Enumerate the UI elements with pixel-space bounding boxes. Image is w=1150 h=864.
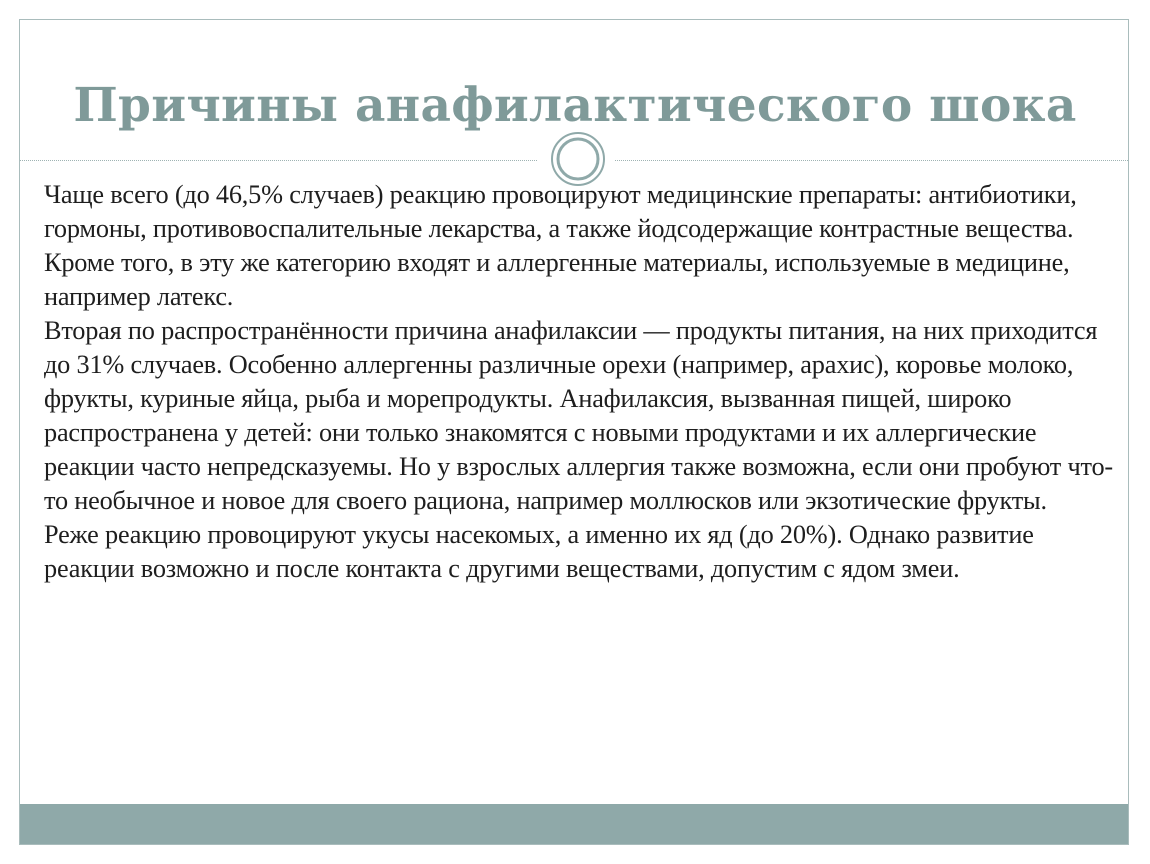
body-paragraph-food: Вторая по распространённости причина анафилаксии — продукты питания, на них приходится до 31% случаев. Особенно аллергенны различные орехи (например, арахис), коровье молоко, фрукты, куриные яйца, рыба и морепродукты. Анафилаксия, вызванная пищей, широко распространена у детей: они только знакомятся с новыми продуктами и их аллергические реакции часто непредсказуемы. Но у взрослых аллергия также возможна, если они пробуют что-то необычное и новое для своего рациона, например моллюсков или экзотические фрукты. <box>44 316 1113 515</box>
slide-body-text <box>44 178 1114 586</box>
body-paragraph-insects: Реже реакцию провоцируют укусы насекомых, а именно их яд (до 20%). Однако развитие реакции возможно и после контакта с другими веществами, допустим с ядом змеи. <box>44 520 1034 583</box>
body-paragraph-medications: Чаще всего (до 46,5% случаев) реакцию провоцируют медицинские препараты: антибиотики, гормоны, противовоспалительные лекарства, а также йодсодержащие контрастные вещества. Кроме того, в эту же категорию входят и аллергенные материалы, используемые в медицине, например латекс. <box>44 180 1077 311</box>
title-divider-right <box>615 160 1129 161</box>
title-divider-left <box>20 160 537 161</box>
slide-title: Причины анафилактического шока <box>73 78 1077 133</box>
slide-frame <box>19 19 1129 845</box>
footer-bar <box>20 804 1129 844</box>
